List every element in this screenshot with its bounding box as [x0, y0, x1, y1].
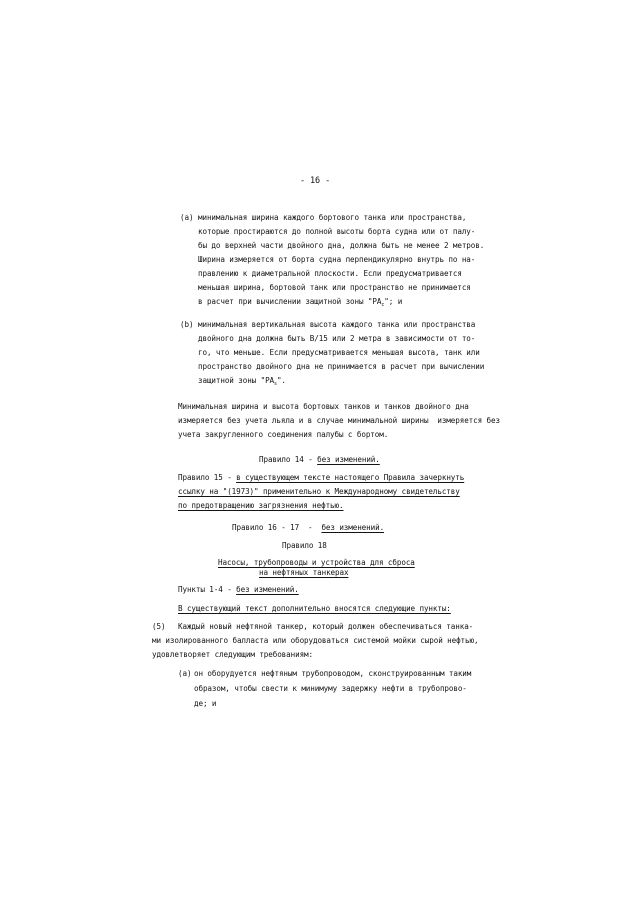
rule-14-label: Правило 14 -	[259, 455, 318, 464]
para-5-line-2: ми изолированного балласта или оборудоваться системой мойки сырой нефтью,	[152, 636, 479, 645]
para-a-line-5: правлению к диаметральной плоскости. Если предусматривается	[198, 269, 462, 278]
note-line-2: измеряется без учета льяла и в случае минимальной ширины измеряется без	[178, 416, 500, 425]
rule-18-heading: Правило 18	[282, 541, 327, 550]
para-b-line-2: двойного дна должна быть В/15 или 2 метра в зависимости от то-	[198, 334, 476, 343]
rule-16-17-status: без изменений.	[321, 523, 385, 532]
para-a-line-4: Ширина измеряется от борта судна перпендикулярно внутрь по на-	[198, 255, 476, 264]
para-b-line-5	[198, 376, 286, 389]
rule-15-line-3: по предотвращению загрязнения нефтью.	[178, 501, 344, 510]
para-b-marker: (b)	[180, 320, 194, 329]
rule-15-line-1	[178, 473, 464, 483]
rule-16-17	[232, 523, 384, 533]
para-a-line-7	[198, 297, 402, 310]
para-b-line-5-suffix: ".	[276, 376, 286, 385]
note-line-3: учета закругленного соединения палубы с бортом.	[178, 430, 389, 439]
rule-14-status: без изменений.	[317, 455, 380, 464]
para-a-line-6: меньшая ширина, бортовой танк или пространство не принимается	[198, 283, 471, 292]
rule-14	[259, 455, 380, 465]
para-a-line-1: минимальная ширина каждого бортового танка или пространства,	[198, 213, 467, 222]
points-1-4-status: без изменений.	[236, 585, 299, 594]
insert-intro: В существующий текст дополнительно вносятся следующие пункты:	[178, 604, 451, 613]
para-5a-marker: (a)	[178, 669, 192, 678]
rule-16-17-label: Правило 16 - 17 -	[232, 523, 322, 532]
points-1-4-label: Пункты 1-4 -	[178, 585, 237, 594]
para-5-line-3: удовлетворяет следующим требованиям:	[152, 650, 313, 659]
points-1-4	[178, 585, 299, 595]
para-a-line-7-prefix: в расчет при вычислении защитной зоны "PA	[198, 297, 382, 306]
rule-15-label: Правило 15 -	[178, 473, 237, 482]
para-5a-line-3: де; и	[194, 699, 217, 708]
rule-15-line-2: ссылку на "(1973)" применительно к Международному свидетельству	[178, 487, 460, 496]
para-b-line-4: пространство двойного дна не принимается в расчет при вычислении	[198, 362, 485, 371]
para-a-line-2: которые простираются до полной высоты борта судна или от палу-	[198, 227, 476, 236]
rule-18-title-line-2: на нефтяных танкерах	[259, 568, 349, 577]
rule-18-title-line-1: Насосы, трубопроводы и устройства для сброса	[218, 558, 415, 567]
para-b-line-1: минимальная вертикальная высота каждого танка или пространства	[198, 320, 476, 329]
para-5a-line-1: он оборудуется нефтяным трубопроводом, сконструированным таким	[194, 669, 472, 678]
para-a-marker: (a)	[180, 213, 194, 222]
rule-15-text-1: в существующем тексте настоящего Правила зачеркнуть	[236, 473, 465, 482]
para-b-line-3: го, что меньше. Если предусматривается меньшая высота, танк или	[198, 348, 480, 357]
para-b-line-5-prefix: защитной зоны "PA	[198, 376, 275, 385]
note-line-1: Минимальная ширина и высота бортовых танков и танков двойного дна	[178, 402, 469, 411]
page-number: - 16 -	[300, 176, 331, 186]
para-a-line-3: бы до верхней части двойного дна, должна быть не менее 2 метров.	[198, 241, 485, 250]
para-5a-line-2: образом, чтобы свести к минимуму задержку нефти в трубопрово-	[194, 684, 467, 693]
para-5-marker: (5)	[152, 622, 166, 631]
para-a-line-7-suffix: "; и	[384, 297, 403, 306]
para-a-pa-subscript: c	[381, 302, 385, 308]
para-b-pa-subscript: s	[274, 381, 277, 387]
para-5-line-1: Каждый новый нефтяной танкер, который должен обеспечиваться танка-	[178, 622, 474, 631]
